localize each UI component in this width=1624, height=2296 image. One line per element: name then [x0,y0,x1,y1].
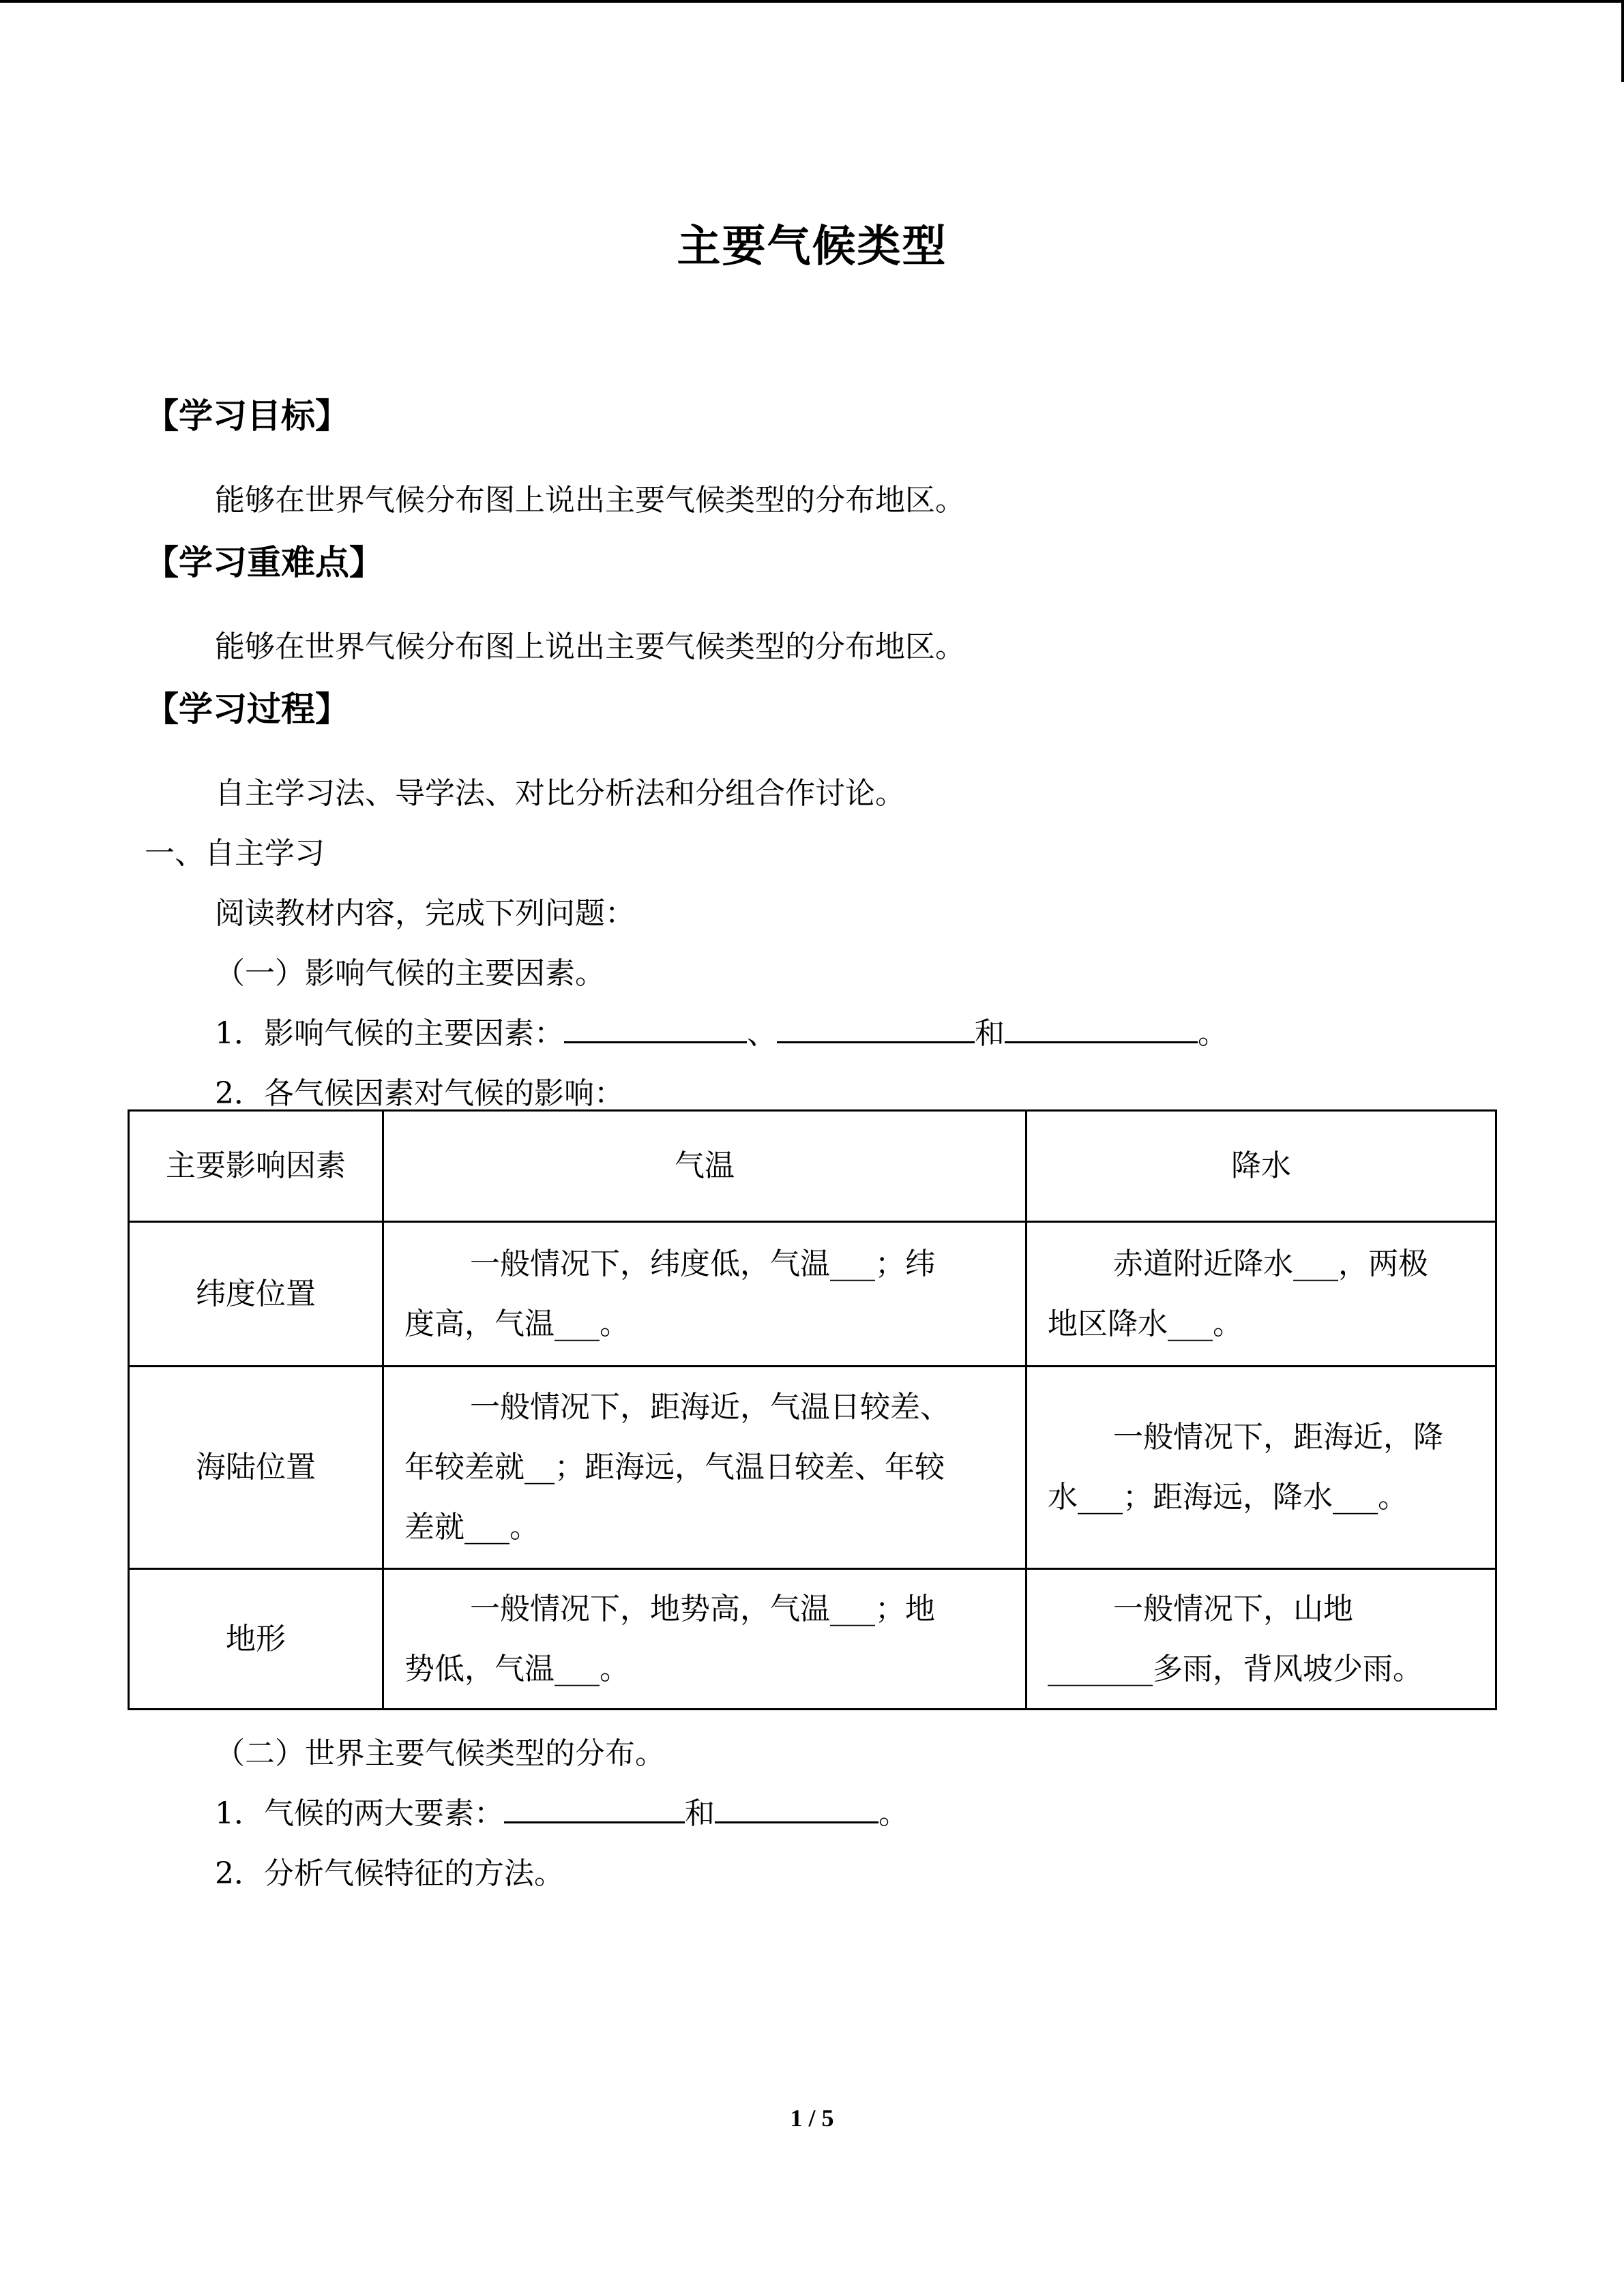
row-terrain-temperature [383,1569,1027,1710]
page-right-border [1621,0,1624,82]
process-heading: 【学习过程】 [145,689,349,729]
factors-question [215,1009,1228,1052]
cell-line: 一般情况下，纬度低，气温___；纬 [470,1246,935,1281]
cell-line: 一般情况下，距海近，降 [1113,1420,1443,1455]
table-row [129,1569,1496,1710]
part2-sub2: （二）世界主要气候类型的分布。 [215,1736,665,1771]
table-row [129,1222,1496,1367]
process-text: 自主学习法、导学法、对比分析法和分组合作讨论。 [215,776,905,811]
page-number: 1 / 5 [790,2104,834,2132]
header-factor: 主要影响因素 [129,1111,383,1222]
page-top-border [0,0,1624,3]
factor-blank-2[interactable] [777,1014,975,1043]
document-title: 主要气候类型 [677,222,947,272]
cell-line: 度高，气温___。 [404,1306,630,1341]
key-points-heading: 【学习重难点】 [145,543,383,582]
row-terrain-factor: 地形 [129,1569,383,1710]
cell-line: 赤道附近降水___，两极 [1113,1246,1428,1281]
header-precipitation: 降水 [1027,1111,1496,1222]
factors-end: 。 [1198,1016,1228,1051]
row-latitude-factor: 纬度位置 [129,1222,383,1367]
elements-sep: 和 [685,1796,715,1831]
cell-line: 差就___。 [404,1510,540,1545]
row-terrain-precipitation [1027,1569,1496,1710]
cell-line: 水___；距海远，降水___。 [1048,1480,1408,1515]
factors-sep-2: 和 [975,1016,1005,1051]
factor-blank-3[interactable] [1005,1014,1198,1043]
part1-sub1: （一）影响气候的主要因素。 [215,956,605,991]
element-blank-1[interactable] [504,1794,685,1823]
elements-end: 。 [879,1796,909,1831]
elements-question-prefix: 1．气候的两大要素： [215,1796,504,1831]
cell-line: 势低，气温___。 [404,1651,630,1686]
factor-blank-1[interactable] [564,1014,747,1043]
goal-text: 能够在世界气候分布图上说出主要气候类型的分布地区。 [215,483,965,518]
factors-question-prefix: 1．影响气候的主要因素： [215,1016,564,1051]
cell-line: 年较差就__；距海远，气温日较差、年较 [404,1450,945,1485]
cell-line: _______多雨，背风坡少雨。 [1048,1651,1423,1686]
row-land-sea-temperature [383,1367,1027,1569]
cell-line: 一般情况下，距海近，气温日较差、 [470,1390,950,1425]
elements-question [215,1789,909,1832]
cell-line: 一般情况下，山地 [1113,1591,1353,1626]
method-question: 2．分析气候特征的方法。 [215,1856,564,1891]
part1-intro: 阅读教材内容，完成下列问题： [215,896,635,931]
part1-heading: 一、自主学习 [145,836,325,871]
row-land-sea-precipitation [1027,1367,1496,1569]
header-temperature: 气温 [383,1111,1027,1222]
key-points-text: 能够在世界气候分布图上说出主要气候类型的分布地区。 [215,629,965,664]
climate-factors-table [128,1109,1497,1710]
goal-heading: 【学习目标】 [145,396,349,436]
influence-question: 2．各气候因素对气候的影响： [215,1076,624,1111]
factors-sep-1: 、 [747,1016,777,1051]
cell-line: 一般情况下，地势高，气温___；地 [470,1591,935,1626]
row-land-sea-factor: 海陆位置 [129,1367,383,1569]
row-latitude-temperature [383,1222,1027,1367]
cell-line: 地区降水___。 [1048,1306,1243,1341]
element-blank-2[interactable] [715,1794,879,1823]
table-header-row [129,1111,1496,1222]
table-row [129,1367,1496,1569]
row-latitude-precipitation [1027,1222,1496,1367]
